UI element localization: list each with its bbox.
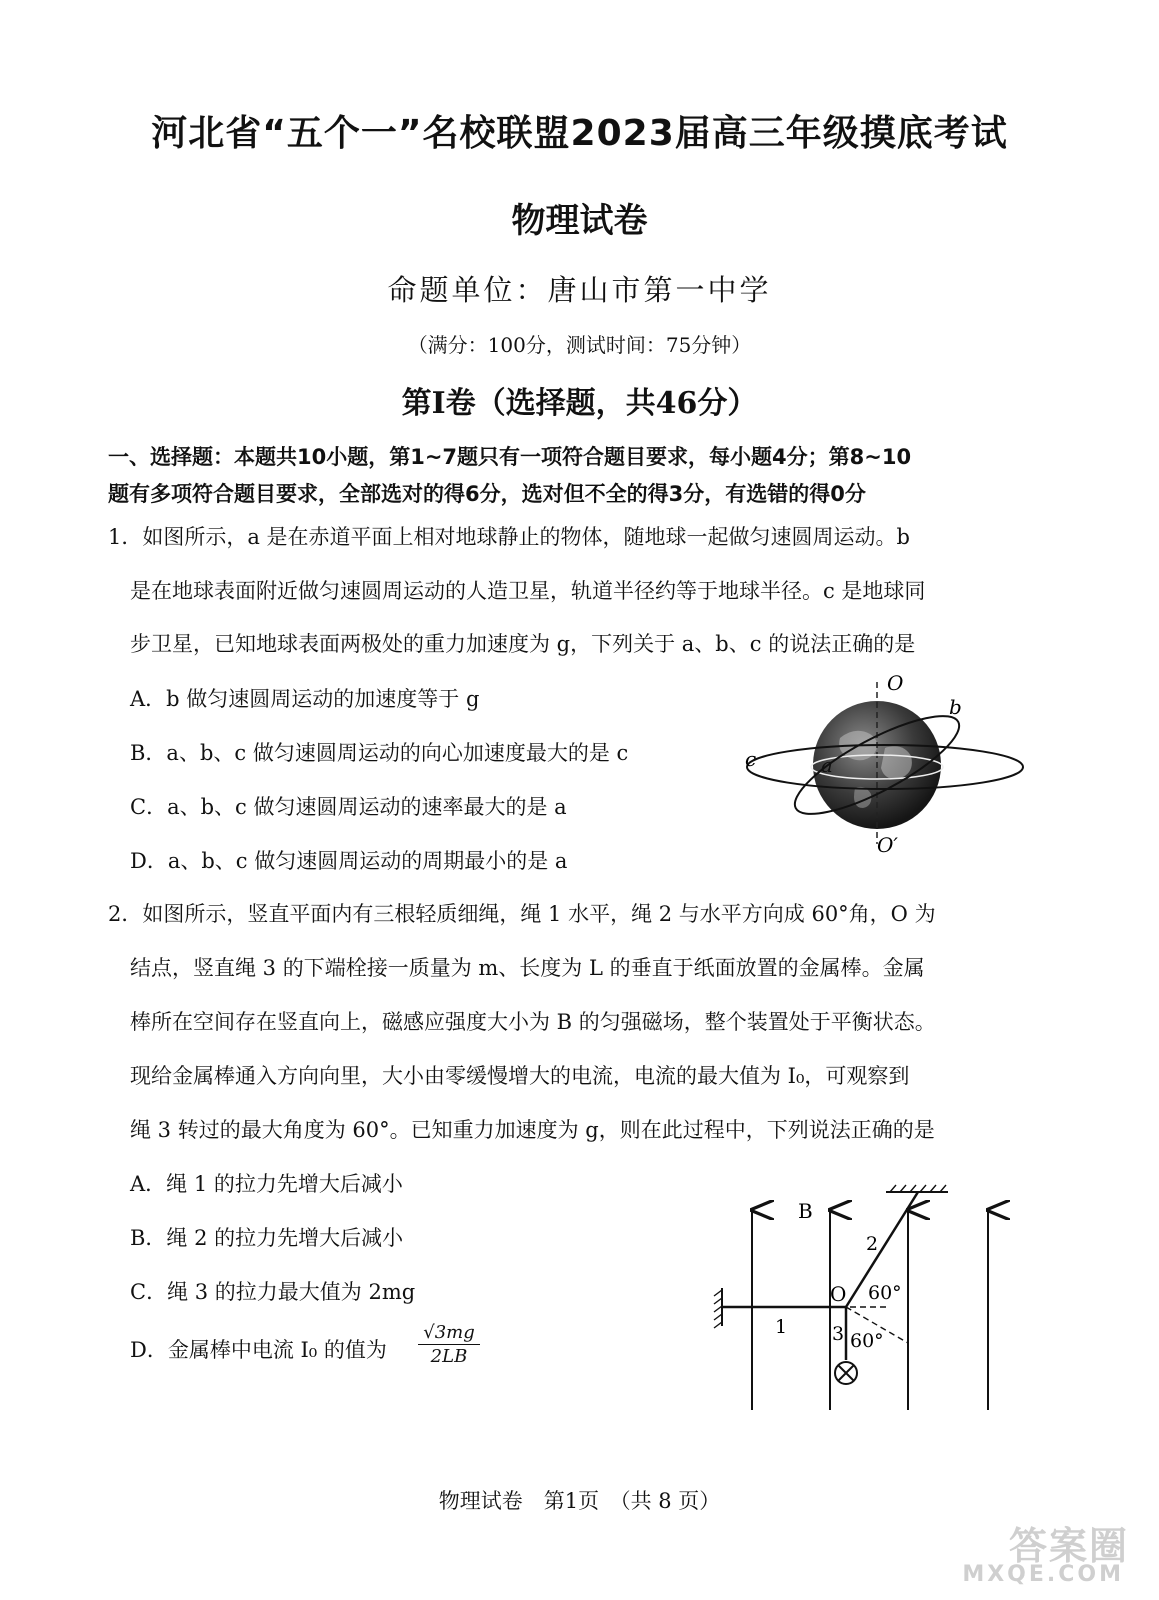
score-time-note: （满分：100分，测试时间：75分钟）: [407, 333, 752, 357]
q2-option-c: C．绳 3 的拉力最大值为 2mg: [130, 1280, 416, 1304]
fraction-denominator: 2LB: [430, 1346, 468, 1367]
ceiling-hatch: [890, 1185, 946, 1192]
label-O: O: [887, 671, 904, 695]
q2-option-b: B．绳 2 的拉力先增大后减小: [130, 1226, 404, 1250]
node-O-label: O: [830, 1282, 847, 1306]
q2-line-5: 绳 3 转过的最大角度为 60°。已知重力加速度为 g，则在此过程中，下列说法正确的是: [130, 1118, 935, 1142]
q2-rope-figure: [700, 1180, 1020, 1415]
watermark-logo: 答案圈: [1008, 1524, 1129, 1568]
left-wall-hatch: [714, 1290, 722, 1328]
q2-option-d-prefix: D．金属棒中电流 I₀ 的值为: [130, 1338, 387, 1362]
exam-subtitle: 物理试卷: [511, 201, 648, 241]
angle-60-bottom: 60°: [850, 1330, 884, 1352]
instructions-line-1: 一、选择题：本题共10小题，第1~7题只有一项符合题目要求，每小题4分；第8~10: [108, 445, 912, 469]
field-label-B: B: [798, 1199, 813, 1223]
q1-line-1: 1．如图所示，a 是在赤道平面上相对地球静止的物体，随地球一起做匀速圆周运动。b: [108, 525, 910, 549]
fraction-numerator: √3mg: [418, 1322, 480, 1345]
earth-landmass: [881, 746, 912, 779]
q1-line-3: 步卫星，已知地球表面两极处的重力加速度为 g，下列关于 a、b、c 的说法正确的是: [130, 632, 916, 656]
q1-option-c: C．a、b、c 做匀速圆周运动的速率最大的是 a: [130, 795, 567, 819]
section-title: 第Ⅰ卷（选择题，共46分）: [401, 386, 758, 421]
rope-1-label: 1: [775, 1316, 788, 1338]
label-a: a: [821, 753, 833, 777]
q2-line-3: 棒所在空间存在竖直向上，磁感应强度大小为 B 的匀强磁场，整个装置处于平衡状态。: [130, 1010, 936, 1034]
label-O-prime: O′: [877, 833, 898, 857]
q2-line-2: 结点，竖直绳 3 的下端栓接一质量为 m、长度为 L 的垂直于纸面放置的金属棒。金属: [130, 956, 925, 980]
q1-option-d: D．a、b、c 做匀速圆周运动的周期最小的是 a: [130, 849, 568, 873]
q2-option-d-fraction: [418, 1322, 480, 1367]
watermark-url: MXQE.COM: [962, 1562, 1124, 1587]
q2-option-d: [130, 1334, 387, 1364]
q1-line-2: 是在地球表面附近做匀速圆周运动的人造卫星，轨道半径约等于地球半径。c 是地球同: [130, 579, 926, 603]
label-c: c: [745, 747, 757, 771]
angle-60-top: 60°: [868, 1282, 902, 1304]
exam-title: 河北省“五个一”名校联盟2023届高三年级摸底考试: [151, 113, 1008, 154]
instructions-line-2: 题有多项符合题目要求，全部选对的得6分，选对但不全的得3分，有选错的得0分: [108, 482, 866, 506]
q2-line-4: 现给金属棒通入方向向里，大小由零缓慢增大的电流，电流的最大值为 I₀，可观察到: [130, 1064, 910, 1088]
q1-option-a: A．b 做匀速圆周运动的加速度等于 g: [130, 687, 480, 711]
q2-line-1: 2．如图所示，竖直平面内有三根轻质细绳，绳 1 水平，绳 2 与水平方向成 60°角，O 为: [108, 902, 936, 926]
label-b: b: [949, 695, 962, 719]
rope-3-label: 3: [832, 1323, 845, 1345]
q1-earth-figure: [735, 668, 1035, 868]
rope-2-label: 2: [866, 1233, 879, 1255]
q2-option-a: A．绳 1 的拉力先增大后减小: [130, 1172, 403, 1196]
setter-unit: 命题单位：唐山市第一中学: [387, 273, 772, 307]
q1-option-b: B．a、b、c 做匀速圆周运动的向心加速度最大的是 c: [130, 741, 629, 765]
page-footer: 物理试卷 第1页 （共 8 页）: [438, 1489, 721, 1513]
